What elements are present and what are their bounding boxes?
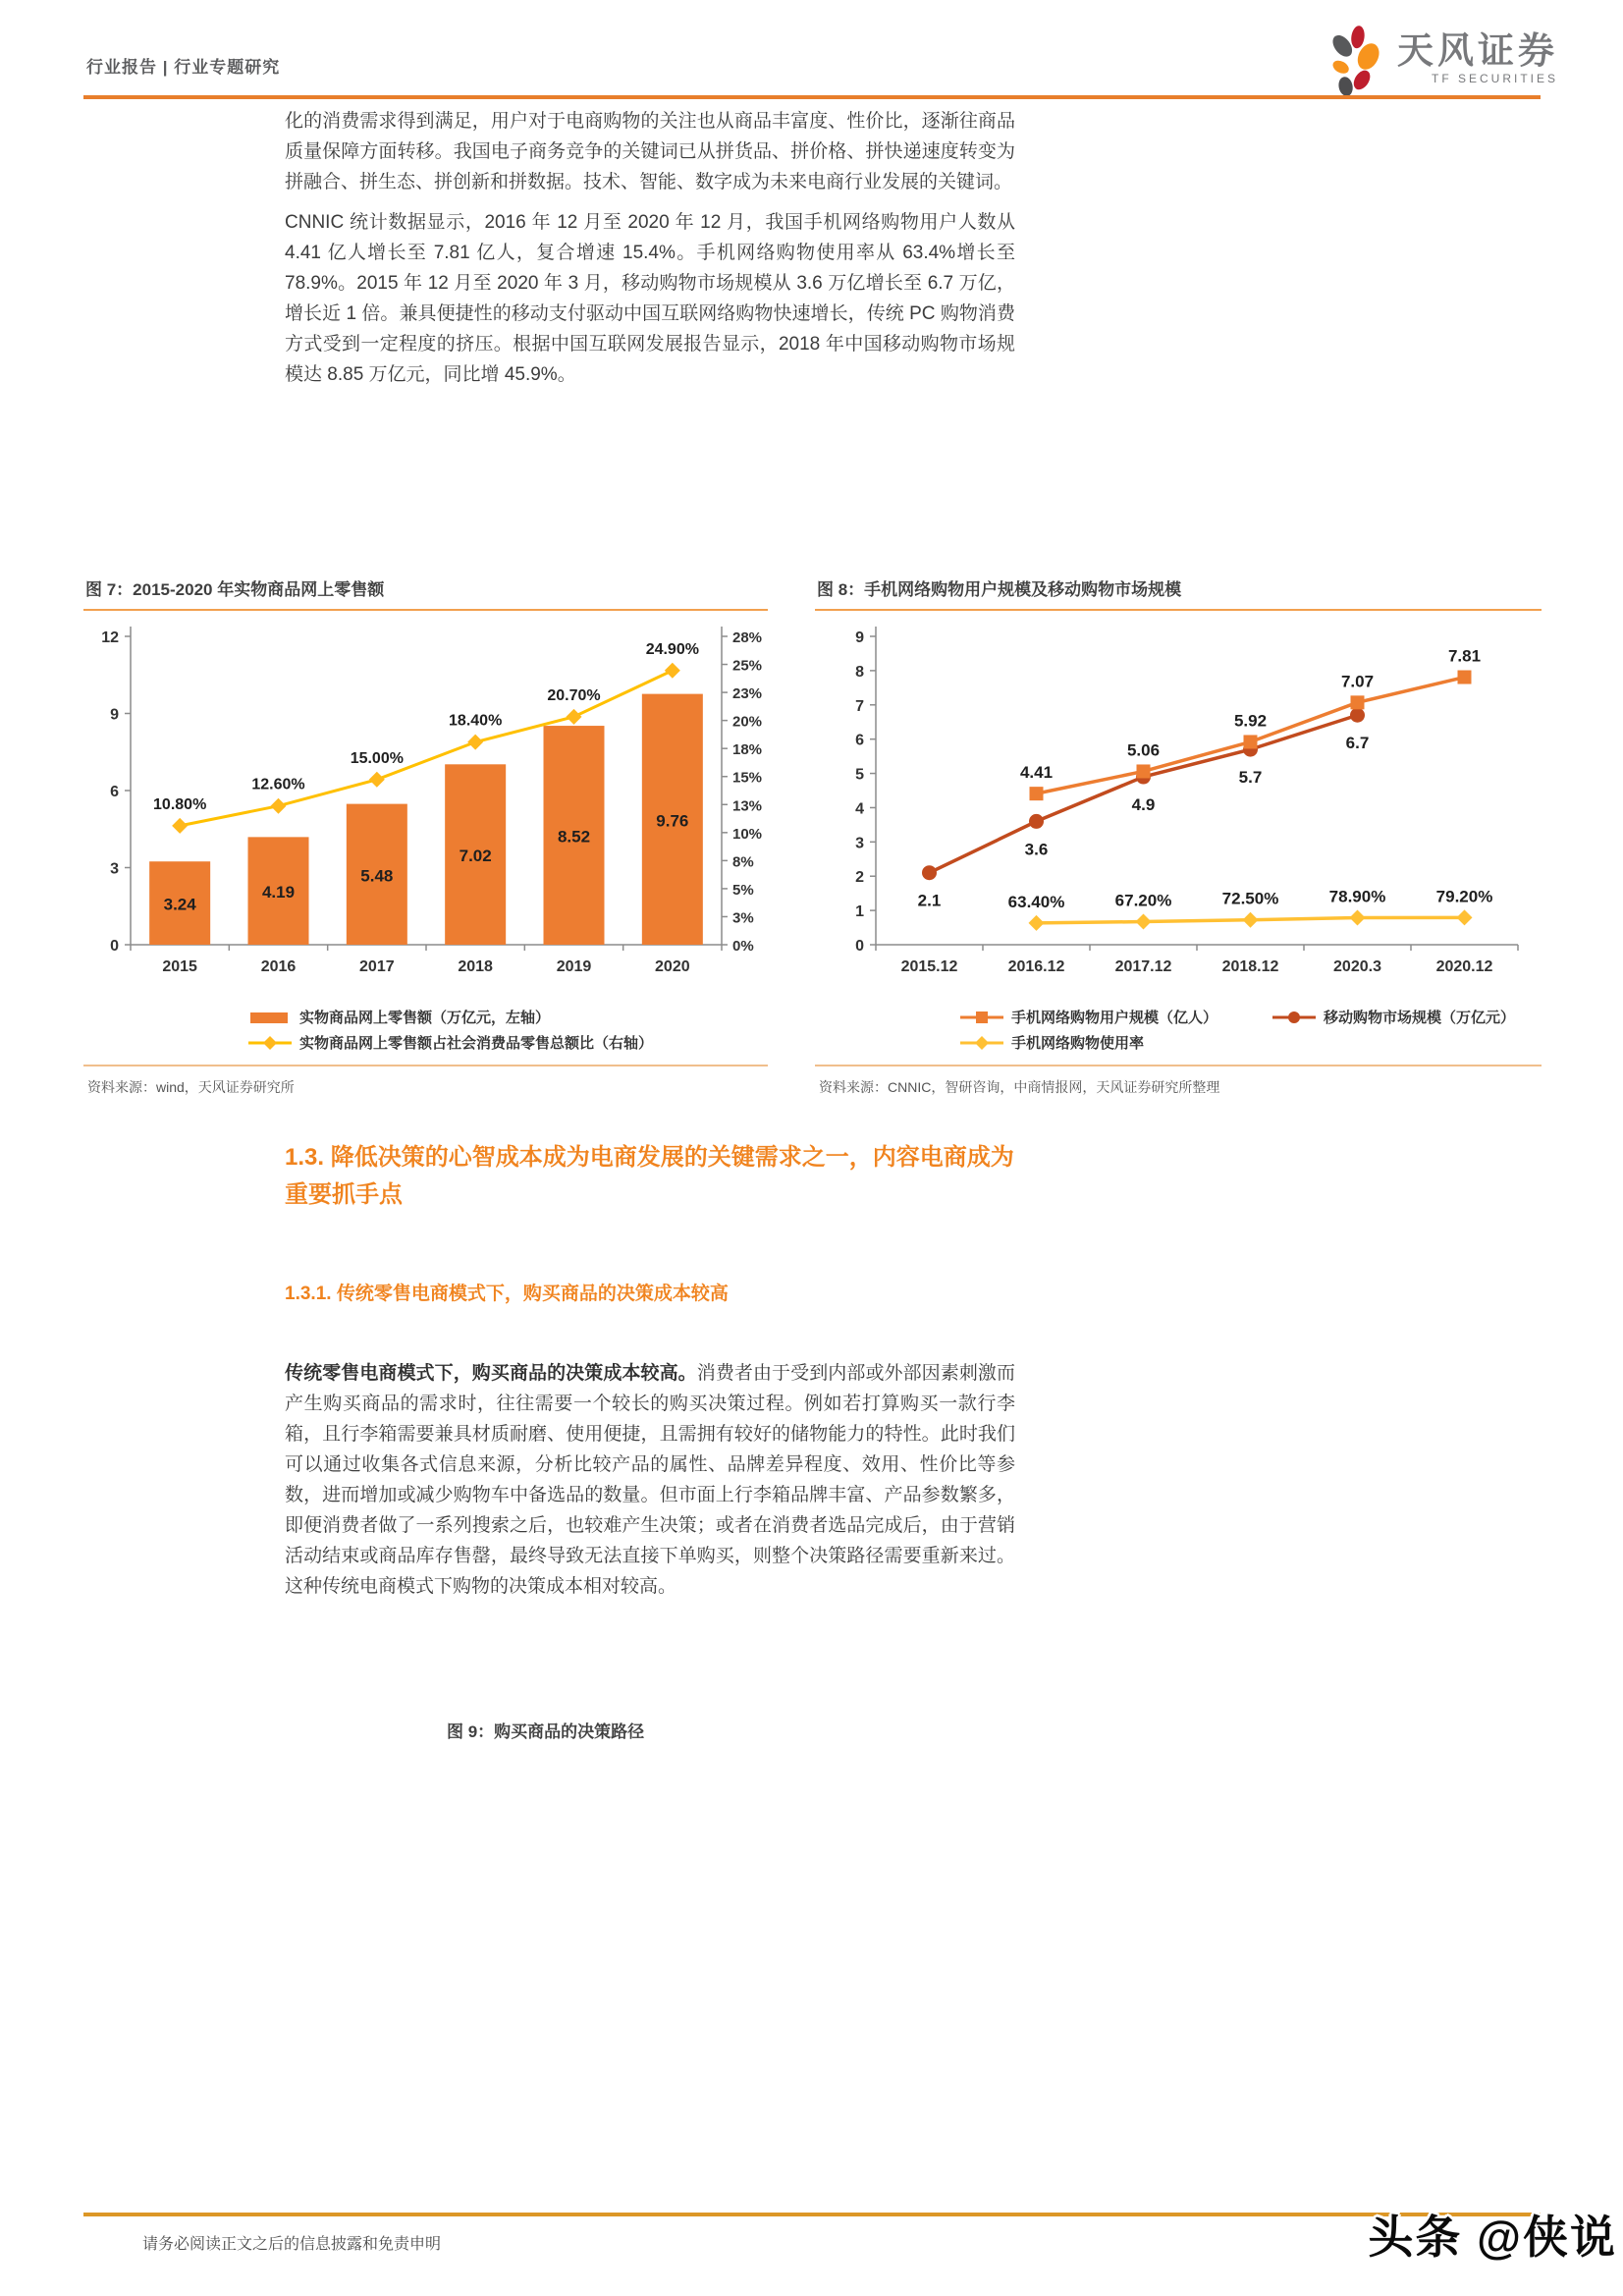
svg-text:2.1: 2.1 [917,891,942,910]
svg-text:24.90%: 24.90% [645,640,699,658]
svg-text:8.52: 8.52 [557,827,591,847]
fig7-chart [83,615,768,1009]
figure-9-caption: 图 9：购买商品的决策路径 [447,1722,645,1741]
legend-item [960,1007,1217,1027]
svg-text:2020: 2020 [655,958,690,975]
svg-text:4.41: 4.41 [1019,763,1054,783]
circle-line-icon [1272,1010,1316,1025]
svg-text:5.48: 5.48 [360,866,394,886]
svg-text:5.7: 5.7 [1238,768,1263,788]
brand-subtitle: TF SECURITIES [1431,72,1558,86]
figure-8-caption: 图 8：手机网络购物用户规模及移动购物市场规模 [817,580,1182,599]
svg-text:6: 6 [855,732,864,749]
header-divider [83,95,1541,99]
legend-label: 移动购物市场规模（万亿元） [1324,1010,1516,1026]
legend-label: 实物商品网上零售额（万亿元，左轴） [299,1010,551,1026]
svg-text:3: 3 [855,835,864,852]
decision-paragraph-rest: 消费者由于受到内部或外部因素刺激而产生购买商品的需求时，往往需要一个较长的购买决策过程。例如若打算购买一款行李箱，且行李箱需要兼具材质耐磨、使用便捷，且需拥有较好的储物能力的特性。此时我们可以通过收集各式信息来源，分析比较产品的属性、品牌差异程度、效用、性价比等参数，进而增加或减少购物车中备选品的数量。但市面上行李箱品牌丰富、产品参数繁多，即便消费者做了一系列搜索之后，也较难产生决策；或者在消费者选品完成后，由于营销活动结束或商品库存售罄，最终导致无法直接下单购买，则整个决策路径需要重新来过。这种传统电商模式下购物的决策成本相对较高。 [285,1363,1015,1597]
svg-text:5.06: 5.06 [1126,740,1161,760]
footer-divider [83,2213,1541,2216]
intro-paragraph-2: CNNIC 统计数据显示，2016 年 12 月至 2020 年 12 月，我国手机网络购物用户人数从 4.41 亿人增长至 7.81 亿人，复合增速 15.4%。手机网络购物使用率从 63.4%增长至 78.9%。2015 年 12 月至 2020 年 3 月，移动购物市场规模从 3.6 万亿增长至 6.7 万亿，增长近 1 倍。兼具便捷性的移动支付驱动中国互联网络购物快速增长，传统 PC 购物消费方式受到一定程度的挤压。根据中国互联网发展报告显示，2018 年中国移动购物市场规模达 8.85 万亿元，同比增 45.9%。 [285,212,1015,385]
svg-text:4.19: 4.19 [261,883,296,902]
diamond-line-icon [960,1035,1003,1051]
svg-text:0: 0 [855,938,864,955]
svg-text:2016: 2016 [260,958,297,975]
svg-text:20%: 20% [732,713,763,731]
svg-text:2: 2 [855,869,864,887]
figure-8-source: 资料来源：CNNIC，智研咨询，中商情报网，天风证券研究所整理 [819,1079,1220,1095]
svg-text:79.20%: 79.20% [1435,887,1493,906]
figure-7-source: 资料来源：wind，天风证券研究所 [87,1079,295,1095]
svg-text:63.40%: 63.40% [1007,892,1065,911]
legend-row [960,1032,1542,1053]
legend-label: 实物商品网上零售额占社会消费品零售总额比（右轴） [299,1035,654,1052]
svg-text:10.80%: 10.80% [153,795,207,813]
square-line-icon [960,1010,1003,1025]
figure-8 [815,574,1542,1097]
bar-swatch-icon [248,1010,292,1025]
svg-text:7: 7 [855,697,864,715]
fig8-chart [815,615,1542,1009]
figure-7-caption: 图 7：2015-2020 年实物商品网上零售额 [85,580,385,599]
figure-7 [83,574,768,1097]
decision-paragraph [285,1358,1015,1602]
brand-logo [1321,20,1558,98]
svg-text:8%: 8% [732,853,754,871]
fig8-legend [815,1007,1542,1053]
svg-text:2017.12: 2017.12 [1114,958,1172,975]
report-type-label: 行业报告 | 行业专题研究 [86,58,281,77]
tf-flower-icon [1321,20,1385,98]
svg-text:2016.12: 2016.12 [1007,958,1065,975]
fig7-legend [83,1007,768,1053]
svg-text:2018: 2018 [458,958,493,975]
svg-text:15%: 15% [732,769,763,787]
svg-text:7.07: 7.07 [1340,672,1375,691]
svg-text:2015: 2015 [162,958,197,975]
svg-text:6.7: 6.7 [1345,734,1370,753]
intro-paragraph-1: 化的消费需求得到满足，用户对于电商购物的关注也从商品丰富度、性价比，逐渐往商品质量保障方面转移。我国电子商务竞争的关键词已从拼货品、拼价格、拼快递速度转变为拼融合、拼生态、拼创新和拼数据。技术、智能、数字成为未来电商行业发展的关键词。 [285,111,1015,192]
svg-text:3: 3 [110,860,119,878]
svg-text:72.50%: 72.50% [1221,889,1279,908]
figure-7-caption-rule [83,609,768,611]
svg-text:6: 6 [110,784,119,800]
svg-text:3%: 3% [732,909,754,927]
svg-text:18%: 18% [732,741,763,759]
svg-text:5.92: 5.92 [1233,711,1268,731]
svg-text:25%: 25% [732,657,763,675]
svg-text:2018.12: 2018.12 [1221,958,1279,975]
svg-text:2019: 2019 [556,958,592,975]
svg-text:3.6: 3.6 [1024,840,1049,859]
legend-row [960,1007,1542,1027]
svg-text:2020.3: 2020.3 [1333,958,1381,975]
figure-8-source-rule [815,1065,1542,1066]
section-heading-1-3: 1.3. 降低决策的心智成本成为电商发展的关键需求之一，内容电商成为重要抓手点 [285,1144,1014,1208]
svg-text:2015.12: 2015.12 [900,958,958,975]
svg-text:10%: 10% [732,825,763,843]
legend-item [248,1007,550,1027]
svg-text:4.9: 4.9 [1131,795,1156,815]
watermark: 头条 @侠说 [1368,2212,1617,2263]
svg-text:0: 0 [110,938,119,955]
svg-text:9: 9 [855,629,864,646]
decision-paragraph-lead: 传统零售电商模式下，购买商品的决策成本较高。 [285,1363,697,1384]
svg-text:5%: 5% [732,881,754,899]
legend-item [960,1032,1144,1053]
svg-text:12: 12 [101,629,119,646]
svg-text:9: 9 [110,706,119,724]
svg-text:78.90%: 78.90% [1328,887,1386,906]
svg-text:2020.12: 2020.12 [1435,958,1493,975]
svg-text:13%: 13% [732,797,763,815]
brand-text [1397,29,1558,86]
svg-text:9.76: 9.76 [656,811,689,831]
legend-item [1272,1007,1515,1027]
svg-text:28%: 28% [732,629,763,646]
svg-text:3.24: 3.24 [163,895,196,914]
svg-text:23%: 23% [732,685,763,703]
svg-text:15.00%: 15.00% [350,749,404,767]
svg-text:4: 4 [855,800,864,818]
figure-8-caption-rule [815,609,1542,611]
svg-text:5: 5 [855,766,864,784]
svg-text:0%: 0% [732,938,754,955]
svg-text:18.40%: 18.40% [449,712,503,730]
legend-row [248,1032,768,1053]
diamond-line-icon [248,1035,292,1051]
svg-text:7.81: 7.81 [1447,646,1482,666]
svg-text:8: 8 [855,663,864,681]
legend-label: 手机网络购物使用率 [1011,1035,1145,1052]
svg-text:20.70%: 20.70% [547,686,601,704]
legend-item [248,1032,653,1053]
svg-text:7.02: 7.02 [459,847,492,866]
section-heading-1-3-1: 1.3.1. 传统零售电商模式下，购买商品的决策成本较高 [285,1284,729,1304]
footer-disclaimer: 请务必阅读正文之后的信息披露和免责申明 [142,2236,442,2253]
figure-7-source-rule [83,1065,768,1066]
svg-text:67.20%: 67.20% [1114,891,1172,910]
svg-text:2017: 2017 [359,958,395,975]
brand-name: 天风证券 [1397,29,1558,71]
svg-text:1: 1 [855,903,864,921]
legend-row [248,1007,768,1027]
svg-text:12.60%: 12.60% [251,776,305,793]
legend-label: 手机网络购物用户规模（亿人） [1011,1010,1218,1026]
